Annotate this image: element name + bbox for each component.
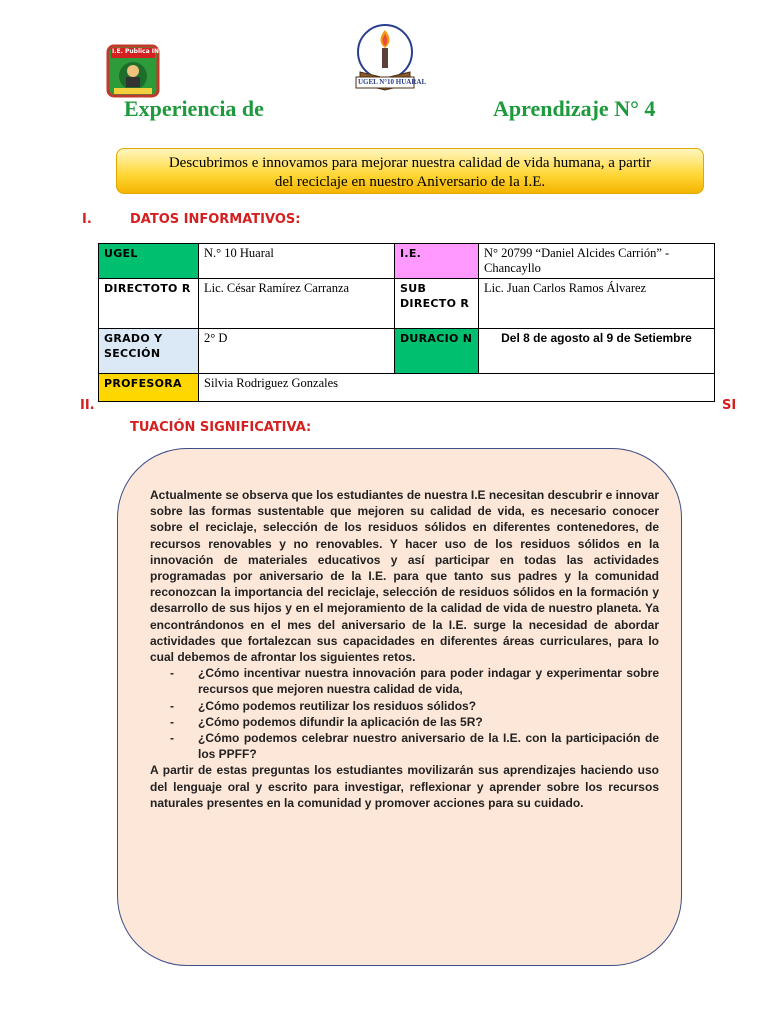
duracion-value: Del 8 de agosto al 9 de Setiembre [479, 329, 715, 374]
profesora-label: PROFESORA [99, 374, 199, 402]
banner-line-2: del reciclaje en nuestro Aniversario de la I.E. [274, 174, 546, 190]
bullet-dash: - [170, 698, 174, 713]
table-row [99, 329, 715, 374]
section-1-title: DATOS INFORMATIVOS: [130, 212, 301, 227]
page-title-part2: Aprendizaje N° 4 [493, 96, 656, 121]
school-crest-icon [106, 44, 164, 98]
info-table [98, 243, 715, 402]
grado-value: 2° D [199, 329, 395, 374]
list-item [150, 730, 659, 762]
experience-banner [116, 148, 704, 194]
section-2-si: SI [722, 398, 737, 413]
subdirector-label: SUB DIRECTO R [395, 279, 479, 329]
bullet-dash: - [170, 731, 174, 746]
situacion-closing: A partir de estas preguntas los estudiantes movilizarán sus aprendizajes haciendo uso del lenguaje oral y escrito para investigar, reflexionar y aprender sobre los recursos naturales presentes en la comunidad y promover acciones para su cuidado. [150, 763, 659, 810]
table-row [99, 244, 715, 279]
table-row [99, 279, 715, 329]
section-2-number: II. [80, 398, 95, 413]
table-row [99, 374, 715, 402]
ugel-label: UGEL [99, 244, 199, 279]
page-title-part1: Experiencia de [124, 96, 264, 121]
ugel-logo-text: UGEL N°10 HUARAL [358, 78, 427, 86]
list-item [150, 698, 659, 714]
director-value: Lic. César Ramírez Carranza [199, 279, 395, 329]
director-label: DIRECTOTO R [99, 279, 199, 329]
reto-text: ¿Cómo podemos reutilizar los residuos sólidos? [198, 698, 477, 713]
school-crest-text: I.E. Publica INT [112, 48, 164, 55]
list-item [150, 714, 659, 730]
bullet-dash: - [170, 666, 174, 681]
ie-value: N° 20799 “Daniel Alcides Carrión” - Chancayllo [479, 244, 715, 279]
retos-list [150, 665, 659, 762]
bullet-dash: - [170, 714, 174, 729]
banner-line-1: Descubrimos e innovamos para mejorar nuestra calidad de vida humana, a partir [168, 155, 652, 171]
reto-text: ¿Cómo incentivar nuestra innovación para poder indagar y experimentar sobre recursos que mejoren nuestra calidad de vida, [198, 666, 659, 697]
reto-text: ¿Cómo podemos celebrar nuestro aniversario de la I.E. con la participación de los PPFF? [198, 731, 659, 762]
situacion-intro: Actualmente se observa que los estudiantes de nuestra I.E necesitan descubrir e innovar sobre las formas sustentable que mejoren su calidad de vida, es necesario conocer sobre el reciclaje, selección de los residuos sólidos en diferentes contenedores, de recursos renovables y no renovables. Y hacer uso de los residuos sólidos en la innovación de materiales educativos y así participar en todas las actividades programadas por aniversario de la I.E. para que tanto sus padres y la comunidad reconozcan la importancia del reciclaje, selección de residuos sólidos en la formación y desarrollo de sus hijos y en el mejoramiento de la calidad de vida de nuestro planeta. Ya encontrándonos en el mes del aniversario de la I.E. surge la necesidad de abordar actividades que fortalezcan sus capacidades en diferentes áreas curriculares, para lo cual debemos de afrontar los siguientes retos. [150, 488, 659, 665]
list-item [150, 665, 659, 697]
subdirector-value: Lic. Juan Carlos Ramos Álvarez [479, 279, 715, 329]
section-2-title: TUACIÓN SIGNIFICATIVA: [130, 420, 312, 435]
reto-text: ¿Cómo podemos difundir la aplicación de las 5R? [198, 714, 483, 729]
grado-label: GRADO Y SECCIÓN [99, 329, 199, 374]
section-1-number: I. [82, 212, 92, 227]
duracion-label: DURACIO N [395, 329, 479, 374]
ie-label: I.E. [395, 244, 479, 279]
profesora-value: Silvia Rodriguez Gonzales [199, 374, 715, 402]
ugel-value: N.° 10 Huaral [199, 244, 395, 279]
ugel-torch-book-icon [350, 22, 427, 102]
situacion-significativa-box [117, 448, 682, 966]
